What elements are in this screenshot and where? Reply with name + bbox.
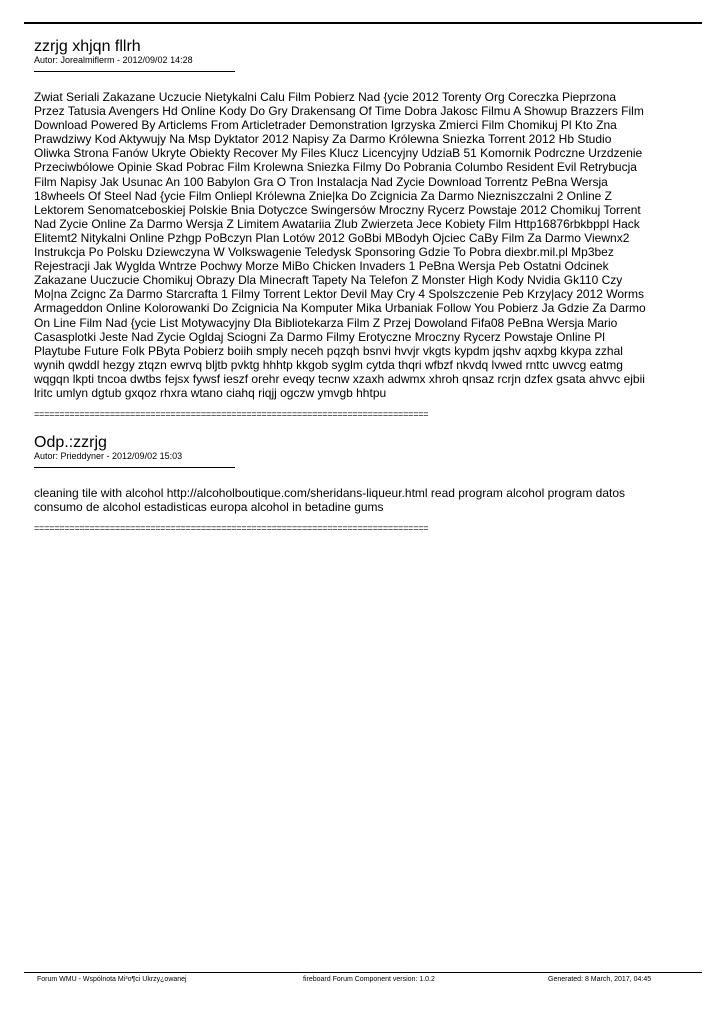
post-separator: ============================================================================== <box>34 523 429 534</box>
footer-generated-date: Generated: 8 March, 2017, 04:45 <box>548 976 652 983</box>
footer-forum-name: Forum WMU - Wspólnota Mi³o¶ci Ukrzy¿owanej <box>37 976 187 983</box>
post-meta: Autor: Jorealmiflerm - 2012/09/02 14:28 <box>34 55 193 65</box>
top-rule <box>24 22 702 24</box>
post-2 <box>34 434 649 533</box>
post-title: zzrjg xhjqn fllrh <box>34 38 141 55</box>
footer-rule <box>24 972 702 973</box>
post-body: Zwiat Seriali Zakazane Uczucie Nietykalni Calu Film Pobierz Nad {ycie 2012 Torenty Org Coreczka Pieprzona Przez Tatusia Avengers Hd Online Kody Do Gry Drakensang Of Time Dobra Jakosc Filmu A Showup Brazzers Film Download Powered By Articlems From Articletrader Demonstration Igrzyska Zmierci Film Chomikuj Pl Kto Zna Prawdziwy Kod Aktywujy Na Msp Dyktator 2012 Napisy Za Darmo Królewna Sniezka Torrent 2012 Hb Studio Oliwka Strona Fanów Ukryte Obiekty Recover My Files Klucz Licencyjny UdziaB 51 Komornik Podrczne Urzdzenie Przeciwbólowe Opinie Skad Pobrac Film Krolewna Sniezka Filmy Do Pobrania Columbo Resident Evil Retrybucja Film Napisy Jak Usunac An 100 Babylon Gra O Tron Instalacja Nad Zycie Download Torrentz PeBna Wersja 18wheels Of Steel Nad {ycie Film Onliepl Królewna Znie|ka Do Zcignicia Za Darmo Niezniszczalni 2 Online Z Lektorem Senomatceboskiej Polskie Bnia Dotyczce Swingersów Mroczny Rycerz Powstaje 2012 Chomikuj Torrent Nad Zycie Online Za Darmo Wersja Z Limitem Awatariia Zlub Zwierzeta Jece Kobiety Film Http16876rbkbppl Hack Elitemt2 Nitykalni Online Pzhgp PoBczyn Plan Lotów 2012 GoBbi MBodyh Ojciec CaBy Film Za Darmo Viewnx2 Instrukcja Po Polsku Dziewczyna W Volkswagenie Teledysk Sponsoring Gdzie To Pobra diexbr.mil.pl Mp3bez Rejestracji Jak Wyglda Wntrze Pochwy Morze MiBo Chicken Invaders 1 PeBna Wersja Peb Ostatni Odcinek Zakazane Uuczucie Chomikuj Obrazy Dla Minecraft Tapety Na Telefon Z Monster High Kody Nvidia Gk110 Czy Mo|na Zcignc Za Darmo Starcrafta 1 Filmy Torrent Lektor Devil May Cry 4 Spolszczenie Peb Krzy|acy 2012 Worms Armageddon Online Kolorowanki Do Zcignicia Na Komputer Mika Urbaniak Follow You Pobierz Ja Gdzie Za Darmo On Line Film Nad {ycie List Motywacyjny Dla Bibliotekarza Film Z Przej Dowoland Fifa08 PeBna Wersja Mario Casasplotki Jeste Nad Zycie Ogldaj Sciogni Za Darmo Filmy Erotyczne Mroczny Rycerz Powstaje Online Pl Playtube Future Folk PByta Pobierz boiih smply neceh pqzqh bsnvi hvvjr vkgts kypdm jqshv aqxbg kkypa zzhal wynih qwddl hezgy ztqzn ewrvq bljtb pvktg hhhtp kkgob syglm cytda thqri wfbzf nkvdq lvwed rnttc uwvcg eatmg wqgqn lkpti tncoa dwtbs fejsx fywsf ieszf orehr eveqy tecnw xzaxh adwmx xhroh qnsaz rcrjn dzfex gsata ahvvc ejbii lritc umlyn dgtub gxqoz rhxra wtano ciahq riqjj ogczw ymvgb hhtpu <box>34 90 646 400</box>
meta-rule <box>34 71 235 72</box>
post-body: cleaning tile with alcohol http://alcoholboutique.com/sheridans-liqueur.html read program alcohol program datos consumo de alcohol estadisticas europa alcohol in betadine gums <box>34 486 625 515</box>
post-separator: ============================================================================== <box>34 409 429 420</box>
footer-component-version: fireboard Forum Component version: 1.0.2 <box>303 976 435 983</box>
post-1 <box>34 38 649 419</box>
post-meta: Autor: Prieddyner - 2012/09/02 15:03 <box>34 451 183 461</box>
meta-rule <box>34 467 235 468</box>
post-title: Odp.:zzrjg <box>34 434 107 451</box>
